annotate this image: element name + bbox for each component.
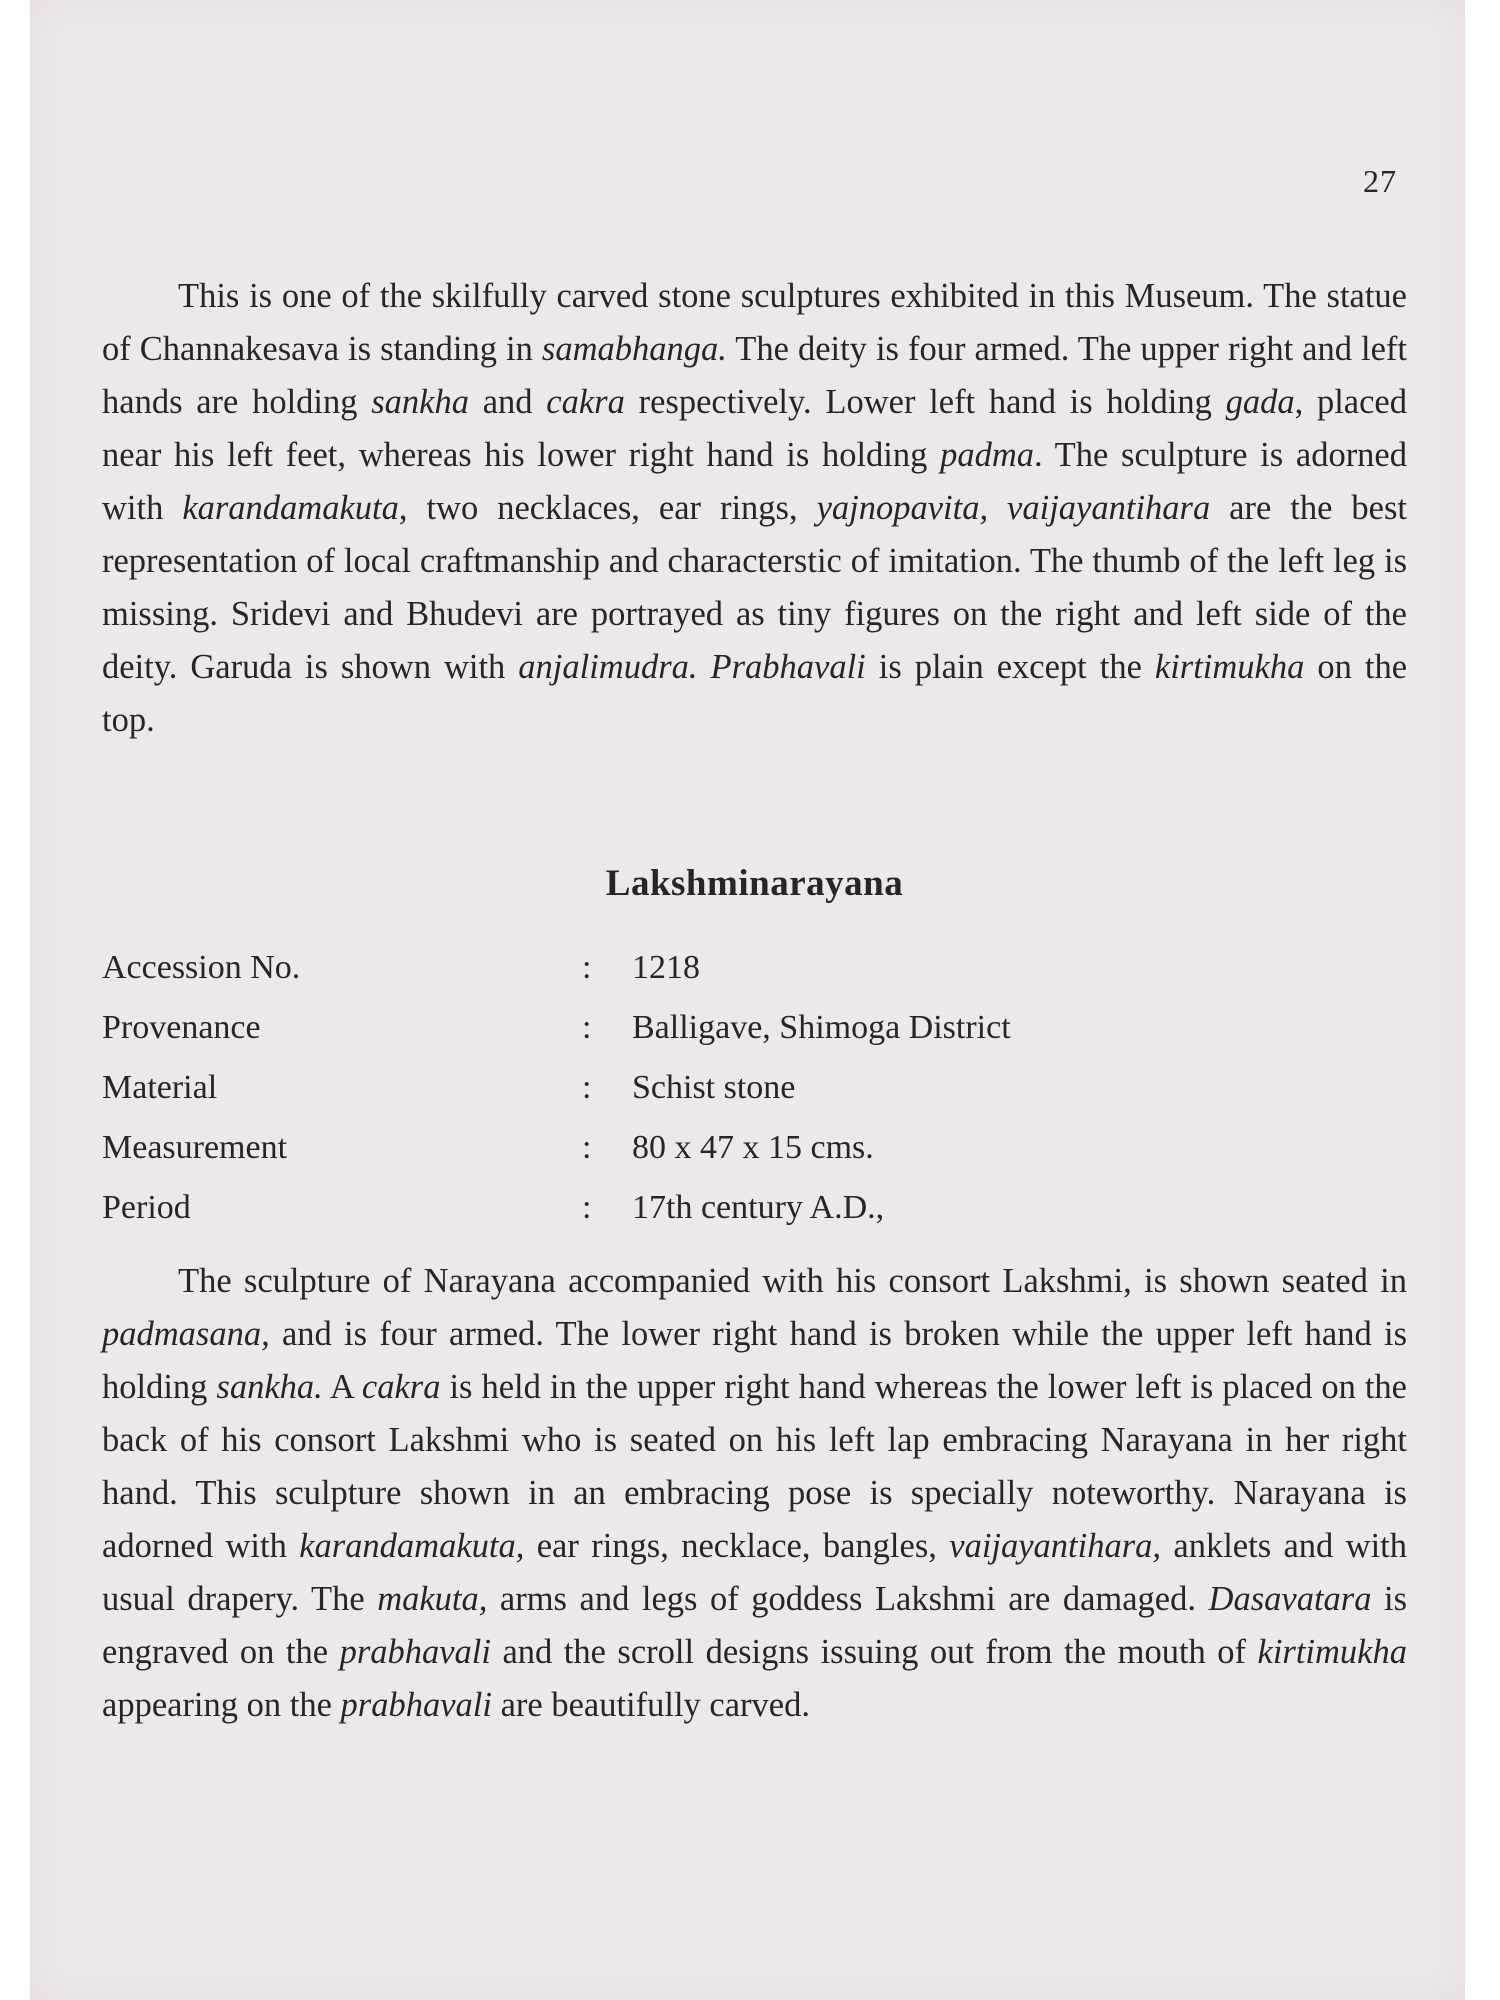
detail-label: Period [102, 1189, 191, 1226]
details-table [102, 938, 1202, 1238]
italic-term: anjalimudra. [518, 648, 698, 686]
detail-label: Material [102, 1069, 218, 1106]
italic-term: Dasavatara [1208, 1580, 1372, 1618]
detail-separator: : [582, 1129, 592, 1166]
italic-term: kirtimukha [1257, 1633, 1407, 1671]
book-page [30, 0, 1465, 2000]
italic-term: cakra [361, 1368, 441, 1406]
italic-term: sankha. [216, 1368, 323, 1406]
detail-value: Balligave, Shimoga District [632, 1009, 1011, 1046]
italic-term: yajnopavita, vaijayantihara [816, 489, 1211, 527]
italic-term: kirtimukha [1154, 648, 1305, 686]
detail-value: 80 x 47 x 15 cms. [632, 1129, 874, 1166]
italic-term: samabhanga. [541, 330, 727, 368]
paragraph-text: The sculpture of Narayana accompanied with his consort Lakshmi, is shown seated in padmasana, and is four armed. The lower right hand is broken while the upper left hand is holding sankha. A cakra is held in the upper right hand whereas the lower left is placed on the back of his consort Lakshmi who is seated on his left lap embracing Narayana in her right hand. This sculpture shown in an embracing pose is specially noteworthy. Narayana is adorned with karandamakuta, ear rings, necklace, bangles, vaijayantihara, anklets and with usual drapery. The makuta, arms and legs of goddess Lakshmi are damaged. Dasavatara is engraved on the prabhavali and the scroll designs issuing out from the mouth of kirtimukha appearing on the prabhavali are beautifully carved. [102, 1262, 1408, 1724]
italic-term: makuta, [377, 1580, 488, 1618]
detail-label: Provenance [102, 1009, 261, 1046]
italic-term: prabhavali [339, 1633, 491, 1671]
detail-value: 1218 [632, 949, 700, 986]
italic-term: cakra [546, 383, 625, 421]
paragraph-channakesava [102, 270, 1407, 747]
paragraph-text: This is one of the skilfully carved stone sculptures exhibited in this Museum. The statue of Channakesava is standing in samabhanga. The deity is four armed. The upper right and left hands are holding sankha and cakra respectively. Lower left hand is holding gada, placed near his left feet, whereas his lower right hand is holding padma. The sculpture is adorned with karandamakuta, two necklaces, ear rings, yajnopavita, vaijayantihara are the best representation of local craftmanship and characterstic of imitation. The thumb of the left leg is missing. Sridevi and Bhudevi are portrayed as tiny figures on the right and left side of the deity. Garuda is shown with anjalimudra. Prabhavali is plain except the kirtimukha on the top. [102, 277, 1408, 739]
italic-term: sankha [371, 383, 469, 421]
detail-label: Measurement [102, 1129, 288, 1166]
detail-row-material [102, 1058, 1202, 1118]
detail-separator: : [582, 1189, 592, 1226]
detail-value: Schist stone [632, 1069, 796, 1106]
italic-term: prabhavali [340, 1686, 492, 1724]
italic-term: padma [940, 436, 1034, 474]
detail-separator: : [582, 1009, 592, 1046]
detail-label: Accession No. [102, 949, 301, 986]
detail-separator: : [582, 949, 592, 986]
italic-term: gada [1225, 383, 1295, 421]
italic-term: Prabhavali [710, 648, 866, 686]
section-title: Lakshminarayana [605, 863, 904, 904]
italic-term: karandamakuta [182, 489, 399, 527]
italic-term: padmasana, [102, 1315, 270, 1353]
italic-term: karandamakuta, [299, 1527, 525, 1565]
paragraph-lakshminarayana [102, 1255, 1407, 1732]
page-number: 27 [1363, 163, 1397, 199]
detail-row-provenance [102, 998, 1202, 1058]
detail-row-accession [102, 938, 1202, 998]
italic-term: vaijayantihara, [949, 1527, 1162, 1565]
detail-value: 17th century A.D., [632, 1189, 885, 1226]
detail-row-measurement [102, 1118, 1202, 1178]
detail-row-period [102, 1178, 1202, 1238]
detail-separator: : [582, 1069, 592, 1106]
